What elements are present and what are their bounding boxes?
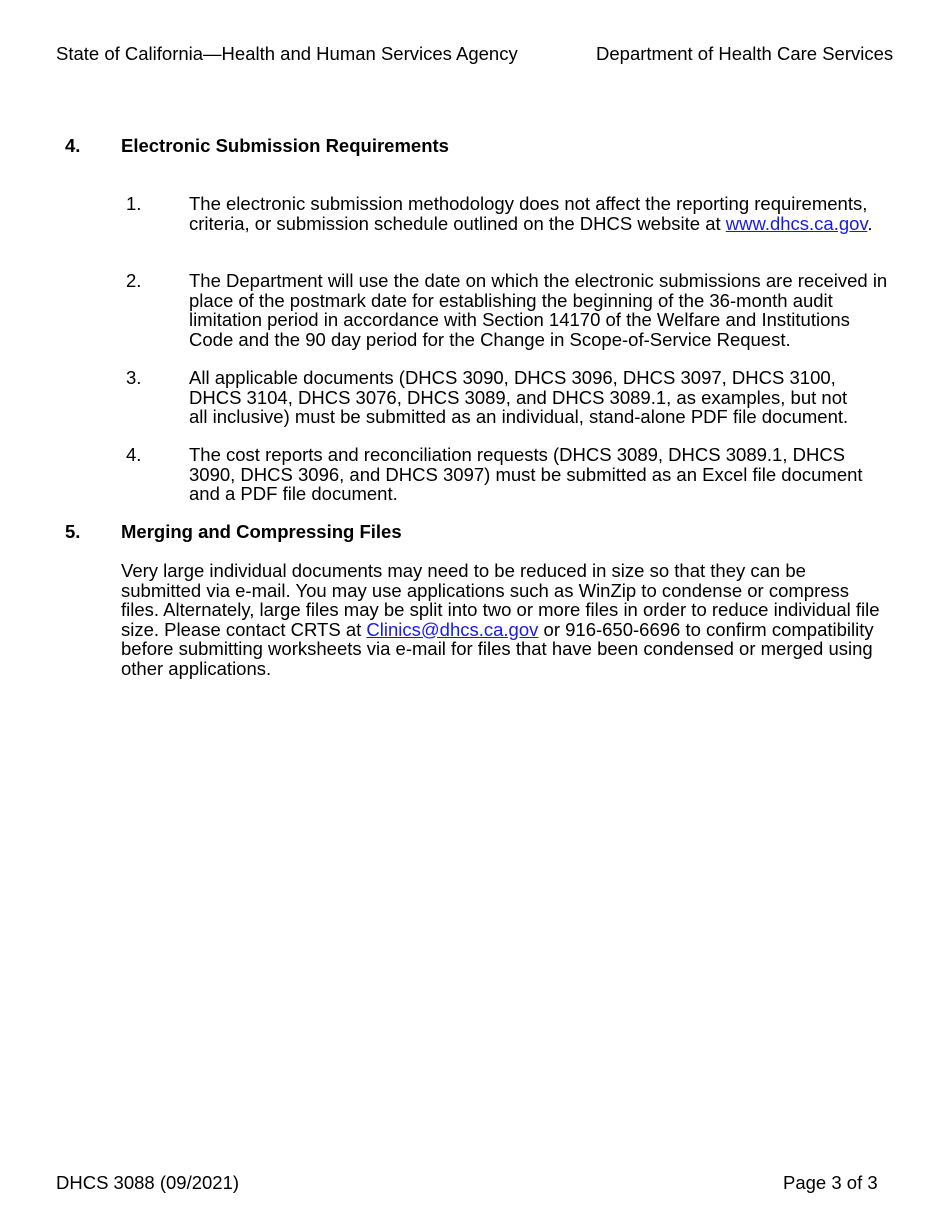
list-item-number: 1. — [126, 193, 142, 214]
list-item-number: 2. — [126, 270, 142, 291]
section-5-title: Merging and Compressing Files — [121, 521, 402, 542]
footer-page-number: Page 3 of 3 — [783, 1172, 878, 1193]
header-agency: State of California—Health and Human Services Agency — [56, 43, 518, 64]
footer-form-id: DHCS 3088 (09/2021) — [56, 1172, 240, 1193]
section-5-number: 5. — [65, 521, 81, 542]
header-department: Department of Health Care Services — [596, 43, 894, 64]
section-5-paragraph — [121, 561, 891, 678]
section-4-title: Electronic Submission Requirements — [121, 135, 449, 156]
list-item-number: 4. — [126, 444, 142, 465]
section-4-number: 4. — [65, 135, 81, 156]
paragraph-text-before: Very large individual documents may need to be reduced in size so that they can be submitted via e-mail. You may use applications such as WinZip to condense or compress files. Alternately, large files may be split into two or more files in order to reduce individual file size. Please contact CRTS at — [121, 560, 880, 640]
dhcs-website-link[interactable]: www.dhcs.ca.gov — [725, 212, 868, 234]
list-item-text — [189, 194, 889, 233]
list-item-text-before: The electronic submission methodology does not affect the reporting requirements, criteria, or submission schedule outlined on the DHCS website at — [189, 193, 868, 234]
list-item-number: 3. — [126, 367, 142, 388]
list-item-text: The Department will use the date on which the electronic submissions are received in place of the postmark date for establishing the beginning of the 36-month audit limitation period in accordance with Section 14170 of the Welfare and Institutions Code and the 90 day period for the Change in Scope-of-Service Request. — [189, 270, 888, 350]
list-item-text: All applicable documents (DHCS 3090, DHCS 3096, DHCS 3097, DHCS 3100, DHCS 3104, DHCS 3076, DHCS 3089, and DHCS 3089.1, as examples, but not all inclusive) must be submitted as an individual, stand-alone PDF file document. — [189, 367, 849, 427]
list-item-text-after: . — [867, 212, 873, 234]
list-item-text: The cost reports and reconciliation requests (DHCS 3089, DHCS 3089.1, DHCS 3090, DHCS 3096, and DHCS 3097) must be submitted as an Excel file document and a PDF file document. — [189, 444, 863, 504]
paragraph-text-after: or 916-650-6696 to confirm compatibility before submitting worksheets via e-mail for files that have been condensed or merged using other applications. — [121, 618, 874, 679]
clinics-email-link[interactable]: Clinics@dhcs.ca.gov — [366, 618, 539, 640]
